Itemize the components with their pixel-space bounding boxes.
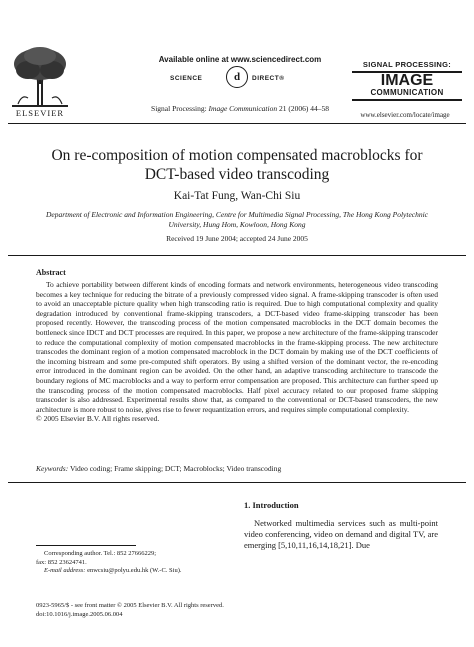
- journal-url[interactable]: www.elsevier.com/locate/image: [360, 111, 450, 119]
- journal-box-small: COMMUNICATION: [370, 88, 444, 97]
- abstract-heading: Abstract: [36, 268, 66, 277]
- issn-line: 0923-5965/$ - see front matter © 2005 Elsevier B.V. All rights reserved.: [36, 602, 224, 609]
- available-online-text: Available online at www.sciencedirect.com: [158, 55, 322, 64]
- publisher-name: ELSEVIER: [15, 108, 65, 118]
- footnote-rule: [36, 545, 136, 546]
- keywords-line: Keywords: Video coding; Frame skipping; DCT; Macroblocks; Video transcoding: [36, 464, 282, 473]
- intro-paragraph: Networked multimedia services such as multi-point video conferencing, video on demand and digital TV, are emerging [5,10,11,16,14,18,21]. Due: [244, 518, 438, 550]
- author-affiliation: Department of Electronic and Information Engineering, Centre for Multimedia Signal Processing, The Hong Kong Polytechnic University, Hung Hom, Kowloon, Hong Kong: [45, 210, 429, 229]
- doi-line[interactable]: doi:10.1016/j.image.2005.06.004: [36, 610, 123, 618]
- elsevier-tree-icon: [8, 44, 72, 108]
- abstract-bottom-rule: [8, 482, 466, 483]
- journal-logo-box: [352, 71, 462, 101]
- corresponding-author-footnote: Corresponding author. Tel.: 852 27666229; fax: 852 23624741. E-mail address: enwcsiu@polyu.edu.hk (W.-C. Siu).: [36, 550, 182, 574]
- citation-link[interactable]: [5,10,11,16,14,18,21]: [278, 539, 352, 550]
- journal-citation: Signal Processing: Image Communication 21 (2006) 44–58: [151, 104, 329, 113]
- copyright-line: © 2005 Elsevier B.V. All rights reserved.: [36, 414, 160, 424]
- abstract-body: To achieve portability between different kinds of encoding formats and network environments, heterogeneous video transcoding becomes a key technique for reducing the bitrate of a previously compressed video signal. A frame-skipping transcoder is often used to avoid an unacceptable picture quality when high transcoding ratio is required. Due to high computational complexity and quality degradation introduced by conventional frame-skipping transcoders, a DCT-based video frame-skipping transcoder has been proposed recently. However, the transcoding process of the motion compensated macroblocks in the DCT domain becomes the bottleneck since IDCT and DCT processes are required. In this paper, we propose a new architecture of the frame-skipping transcoder to reduce the computational complexity of motion compensated macroblocks in the frame-skipping process. The new architecture transcodes the dominant region of a motion compensated macroblock in the DCT domain by making use of the DCT coefficients of the incoming bistream and some pre-computed shift operators. By using a shifted version of the dominant vector, the re-encoding error introduced in the dominant region can be avoided. On the other hand, an adaptive transcoding architecture to transcode the boundary regions of MC macroblocks and a way to perform error compensation are proposed. This architecture can further speed up the transcoding process of the motion compensated macroblocks. Half pixel accuracy related to our proposed frame skipping transcoder is also addressed. Experimental results show that, as compared to the conventional or DCT-based transcoders, the new architecture is more robust to noise, gives rise to fewer requantization errors, and requires simple computational complexity. © 2005 Elsevier B.V. All rights reserved.: [36, 280, 438, 424]
- journal-box-top: SIGNAL PROCESSING:: [362, 60, 452, 69]
- header-rule: [8, 123, 466, 124]
- elsevier-logo: [8, 44, 72, 108]
- section-heading-introduction: 1. Introduction: [244, 500, 299, 510]
- journal-box-big: IMAGE: [380, 72, 434, 89]
- article-authors: Kai-Tat Fung, Wan-Chi Siu: [173, 190, 301, 202]
- email-link[interactable]: enwcsiu@polyu.edu.hk (W.-C. Siu).: [85, 567, 182, 574]
- article-title: On re-composition of motion compensated macroblocks for DCT-based video transcoding: [51, 147, 423, 183]
- received-dates: Received 19 June 2004; accepted 24 June 2005: [166, 234, 308, 243]
- abstract-top-rule: [8, 255, 466, 256]
- page-footer: [36, 602, 336, 619]
- sciencedirect-right: DIRECT®: [252, 75, 285, 82]
- sciencedirect-logo: [170, 66, 310, 88]
- sciencedirect-circle-icon: d: [226, 66, 248, 88]
- sciencedirect-left: SCIENCE: [170, 75, 203, 82]
